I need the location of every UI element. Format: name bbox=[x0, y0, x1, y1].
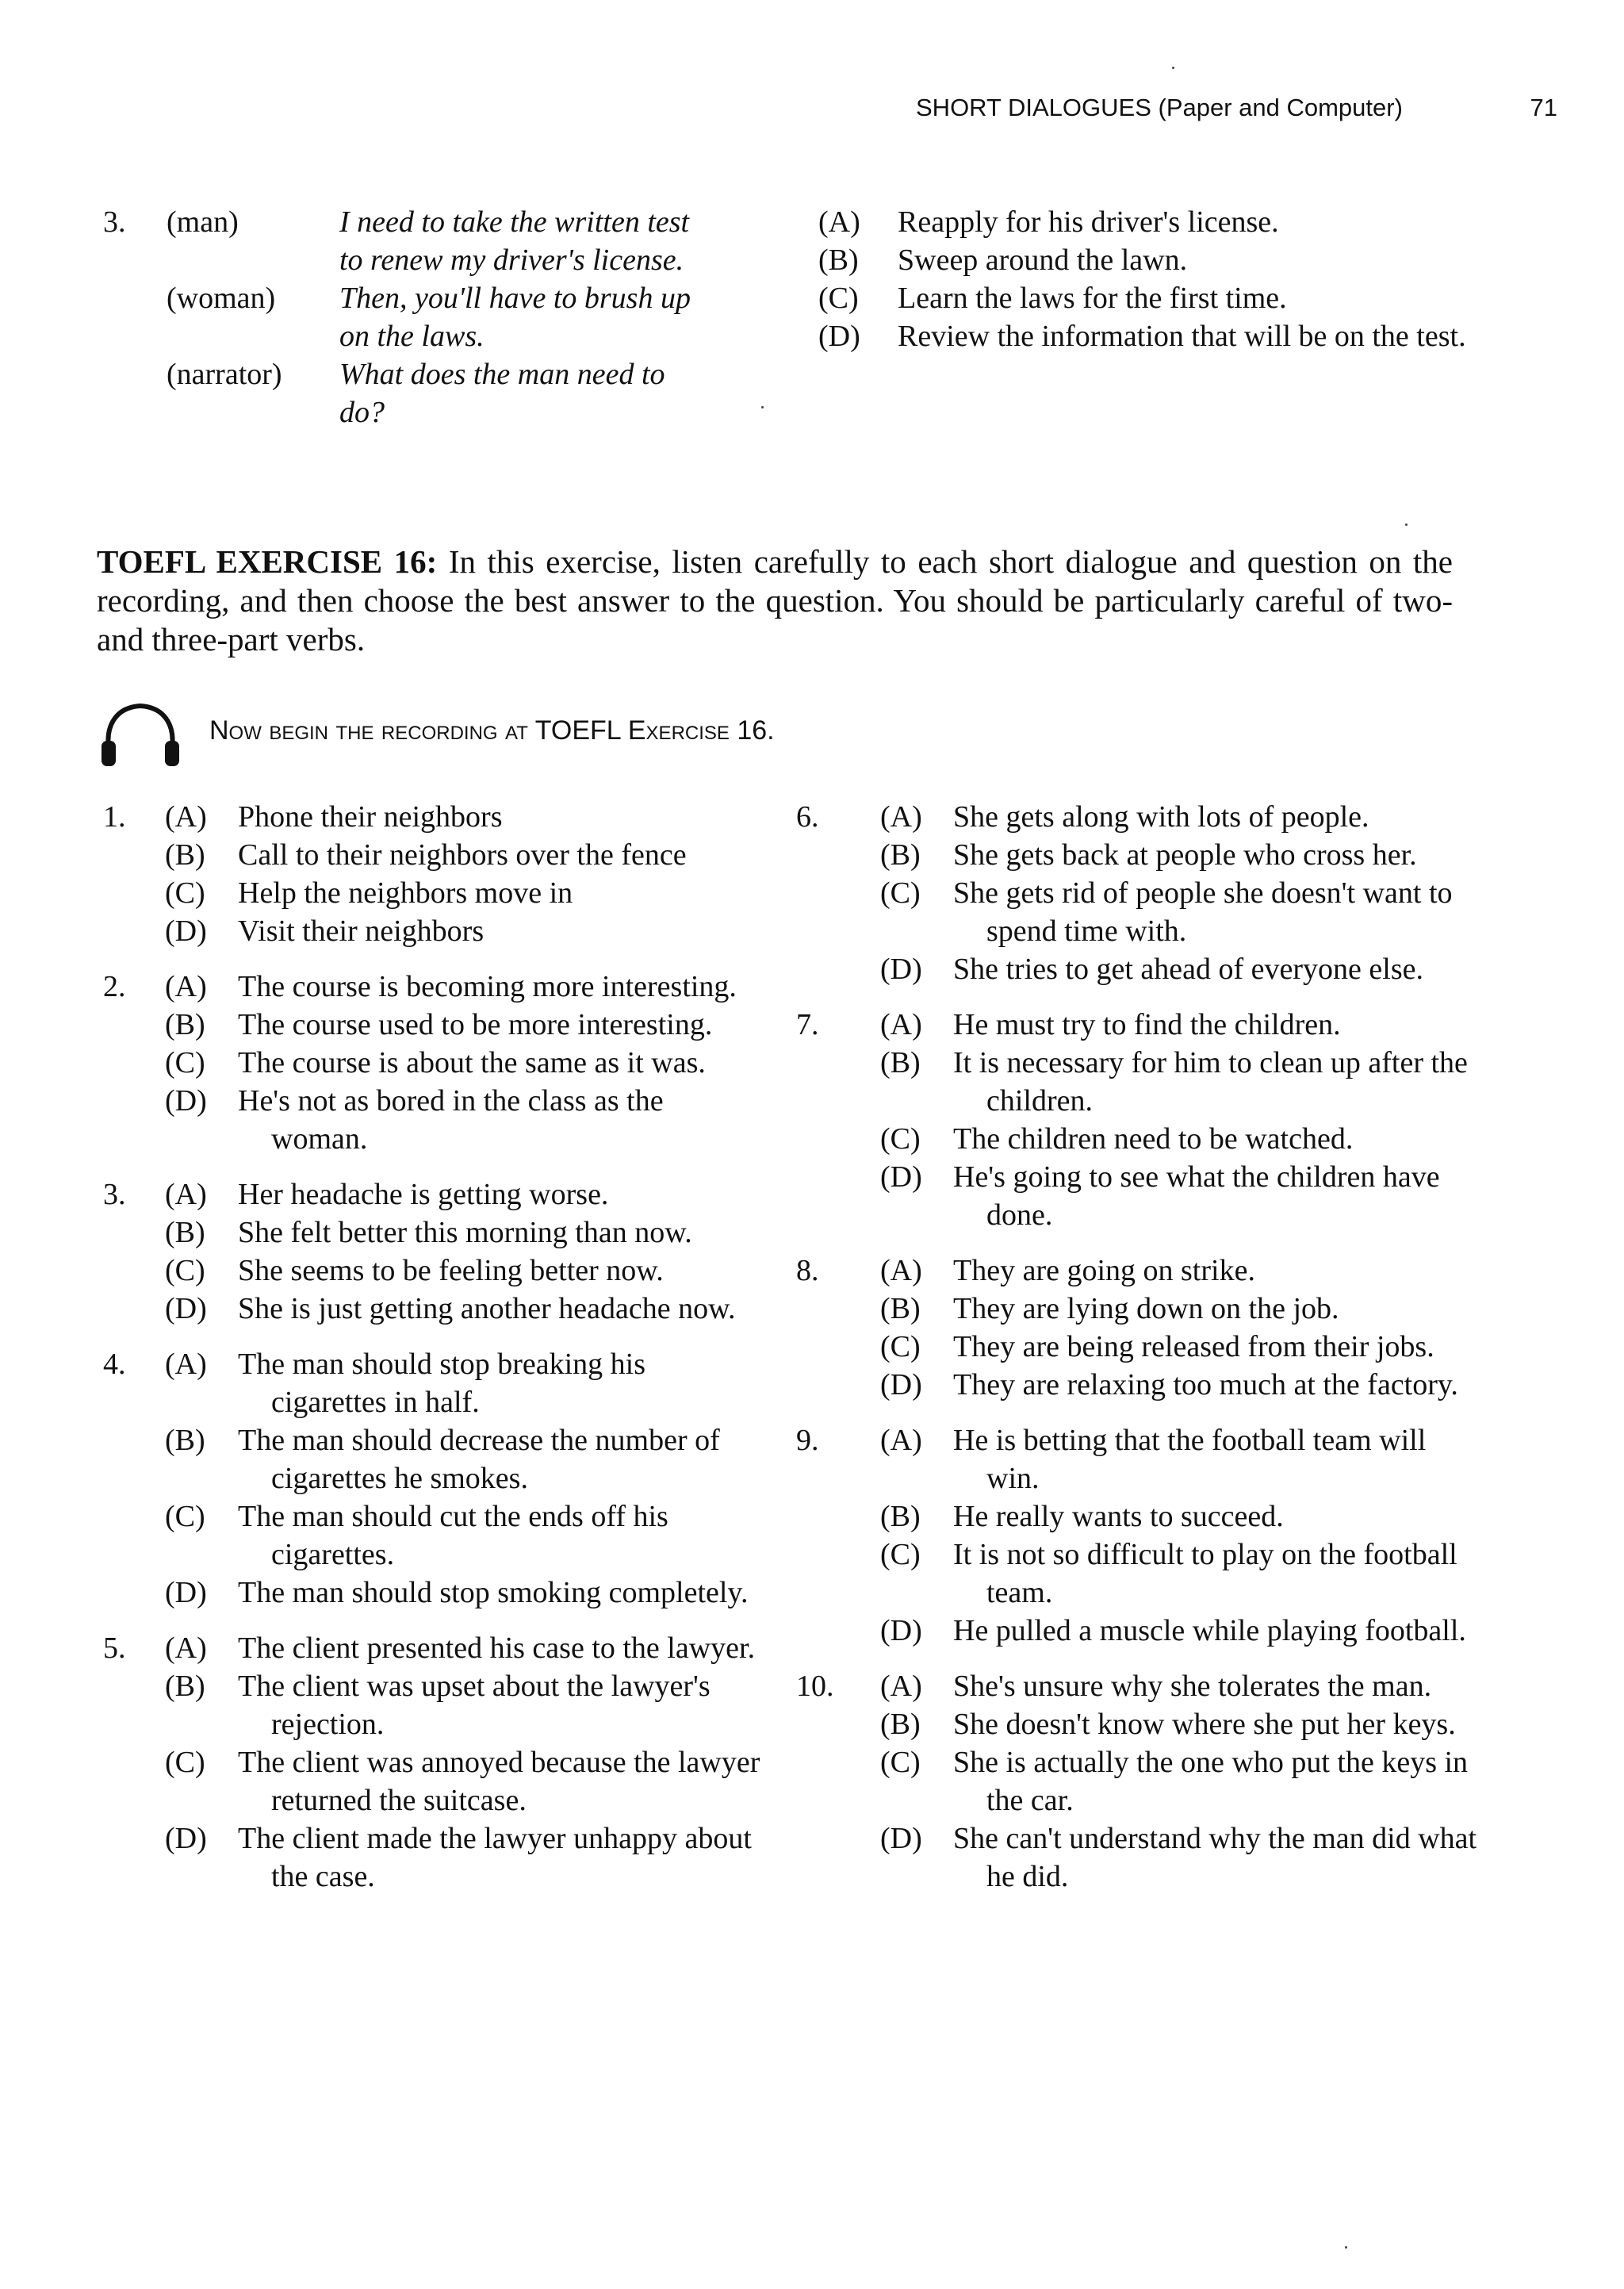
option-text: He is betting that the football team will win. bbox=[953, 1424, 1427, 1495]
scan-speck bbox=[1172, 67, 1174, 69]
answer-option bbox=[103, 912, 761, 950]
option-letter: (D) bbox=[165, 1292, 207, 1325]
question-number: 6. bbox=[796, 800, 819, 834]
answer-option bbox=[103, 1290, 761, 1328]
option-letter: (B) bbox=[165, 1424, 205, 1457]
answer-letter: (A) bbox=[818, 205, 860, 239]
question-number: 8. bbox=[796, 1254, 819, 1287]
answer-option bbox=[103, 1044, 761, 1082]
answer-option bbox=[793, 1252, 1507, 1290]
option-text: Help the neighbors move in bbox=[238, 876, 573, 910]
question-number: 4. bbox=[103, 1348, 126, 1381]
option-letter: (C) bbox=[165, 876, 205, 910]
option-text: It is necessary for him to clean up after the children. bbox=[953, 1046, 1468, 1118]
option-letter: (A) bbox=[165, 1348, 207, 1381]
example-answers bbox=[818, 203, 1500, 355]
question-2 bbox=[103, 968, 761, 1158]
answer-option bbox=[103, 874, 761, 912]
option-letter: (C) bbox=[165, 1254, 205, 1287]
answer-text: Learn the laws for the first time. bbox=[898, 282, 1287, 315]
answer-option bbox=[793, 798, 1507, 836]
option-text: It is not so difficult to play on the football team. bbox=[953, 1538, 1457, 1609]
scan-speck bbox=[761, 406, 764, 408]
dialogue-speaker: (narrator) bbox=[167, 358, 282, 391]
answer-option bbox=[793, 1819, 1507, 1896]
option-letter: (B) bbox=[165, 838, 205, 872]
answer-option bbox=[103, 1819, 761, 1896]
option-letter: (D) bbox=[880, 1822, 922, 1855]
answer-option bbox=[793, 1743, 1507, 1819]
scan-speck bbox=[1345, 2246, 1347, 2249]
option-letter: (D) bbox=[880, 1160, 922, 1194]
dialogue-speaker: (man) bbox=[167, 205, 239, 239]
option-letter: (B) bbox=[880, 1708, 921, 1741]
dialogue-line bbox=[103, 355, 737, 431]
option-letter: (B) bbox=[880, 1292, 921, 1325]
question-5 bbox=[103, 1629, 761, 1896]
option-letter: (D) bbox=[165, 1576, 207, 1609]
exercise-title: TOEFL EXERCISE 16: bbox=[97, 543, 438, 580]
option-text: She felt better this morning than now. bbox=[238, 1216, 692, 1249]
answer-option bbox=[793, 836, 1507, 874]
answer-option bbox=[793, 1158, 1507, 1234]
answer-option bbox=[103, 836, 761, 874]
option-text: The client was annoyed because the lawyer returned the suitcase. bbox=[238, 1746, 760, 1817]
option-text: He's going to see what the children have done. bbox=[953, 1160, 1440, 1232]
question-number: 1. bbox=[103, 800, 126, 834]
question-number: 5. bbox=[103, 1631, 126, 1665]
answer-option bbox=[793, 1290, 1507, 1328]
dialogue-text: I need to take the written test to renew my driver's license. bbox=[339, 205, 690, 277]
option-letter: (D) bbox=[165, 914, 207, 948]
answer-option bbox=[103, 1252, 761, 1290]
option-text: The children need to be watched. bbox=[953, 1122, 1354, 1156]
example-dialogue bbox=[103, 203, 737, 431]
option-text: The man should decrease the number of cigarettes he smokes. bbox=[238, 1424, 720, 1495]
option-text: She can't understand why the man did what he did. bbox=[953, 1822, 1477, 1893]
option-text: He must try to find the children. bbox=[953, 1008, 1341, 1041]
answer-letter: (B) bbox=[818, 243, 859, 277]
answer-option bbox=[103, 1175, 761, 1214]
option-letter: (B) bbox=[165, 1008, 205, 1041]
questions-left-column bbox=[103, 798, 761, 1913]
question-3 bbox=[103, 1175, 761, 1328]
option-letter: (A) bbox=[880, 800, 922, 834]
option-text: The course is about the same as it was. bbox=[238, 1046, 706, 1079]
answer-text: Review the information that will be on the test. bbox=[898, 320, 1466, 353]
answer-option bbox=[818, 317, 1500, 355]
option-text: The client made the lawyer unhappy about the case. bbox=[238, 1822, 752, 1893]
option-text: The course used to be more interesting. bbox=[238, 1008, 713, 1041]
answer-option bbox=[793, 1044, 1507, 1120]
option-text: They are lying down on the job. bbox=[953, 1292, 1339, 1325]
answer-option bbox=[818, 203, 1500, 241]
questions-right-column bbox=[793, 798, 1507, 1913]
option-text: He's not as bored in the class as the woman. bbox=[238, 1084, 664, 1156]
option-letter: (C) bbox=[880, 1538, 921, 1571]
option-letter: (C) bbox=[880, 1746, 921, 1779]
question-number: 7. bbox=[796, 1008, 819, 1041]
dialogue-line bbox=[103, 279, 737, 355]
option-letter: (B) bbox=[880, 838, 921, 872]
answer-letter: (C) bbox=[818, 282, 859, 315]
option-letter: (B) bbox=[880, 1046, 921, 1079]
answer-option bbox=[103, 1345, 761, 1421]
option-text: Call to their neighbors over the fence bbox=[238, 838, 687, 872]
option-letter: (A) bbox=[165, 800, 207, 834]
answer-option bbox=[793, 1612, 1507, 1650]
answer-option bbox=[793, 1536, 1507, 1612]
option-text: He pulled a muscle while playing football. bbox=[953, 1614, 1466, 1647]
option-letter: (D) bbox=[165, 1822, 207, 1855]
option-text: Visit their neighbors bbox=[238, 914, 485, 948]
question-number: 3. bbox=[103, 1178, 126, 1211]
dialogue-number: 3. bbox=[103, 205, 126, 239]
option-letter: (C) bbox=[165, 1500, 205, 1533]
option-text: They are relaxing too much at the factory. bbox=[953, 1368, 1458, 1401]
exercise-text: In this exercise, listen carefully to each short dialogue and question on the recording, and then choose the best answer to the question. You should be particularly careful of two- and three-part verbs. bbox=[97, 543, 1453, 658]
answer-option bbox=[793, 950, 1507, 988]
answer-option bbox=[103, 1574, 761, 1612]
option-text: She gets back at people who cross her. bbox=[953, 838, 1417, 872]
option-text: She's unsure why she tolerates the man. bbox=[953, 1670, 1432, 1703]
option-letter: (D) bbox=[880, 1614, 922, 1647]
question-1 bbox=[103, 798, 761, 950]
answer-option bbox=[103, 1743, 761, 1819]
option-letter: (A) bbox=[880, 1424, 922, 1457]
option-letter: (D) bbox=[880, 953, 922, 986]
answer-option bbox=[793, 1328, 1507, 1366]
option-letter: (A) bbox=[165, 1178, 207, 1211]
page-number: 71 bbox=[1530, 94, 1557, 121]
option-letter: (C) bbox=[165, 1046, 205, 1079]
answer-option bbox=[793, 1497, 1507, 1536]
question-7 bbox=[793, 1006, 1507, 1234]
option-letter: (A) bbox=[880, 1008, 922, 1041]
option-letter: (B) bbox=[165, 1670, 205, 1703]
option-text: She is actually the one who put the keys in the car. bbox=[953, 1746, 1469, 1817]
answer-option bbox=[103, 1214, 761, 1252]
headphones-icon bbox=[97, 696, 184, 768]
option-text: Her headache is getting worse. bbox=[238, 1178, 609, 1211]
answer-letter: (D) bbox=[818, 320, 860, 353]
option-letter: (A) bbox=[165, 1631, 207, 1665]
option-text: She seems to be feeling better now. bbox=[238, 1254, 664, 1287]
option-text: She gets along with lots of people. bbox=[953, 800, 1369, 834]
option-text: The client presented his case to the lawyer. bbox=[238, 1631, 756, 1665]
answer-option bbox=[103, 968, 761, 1006]
question-number: 2. bbox=[103, 970, 126, 1003]
answer-option bbox=[793, 1120, 1507, 1158]
answer-text: Sweep around the lawn. bbox=[898, 243, 1188, 277]
option-letter: (A) bbox=[880, 1254, 922, 1287]
option-letter: (A) bbox=[165, 970, 207, 1003]
option-text: He really wants to succeed. bbox=[953, 1500, 1284, 1533]
answer-text: Reapply for his driver's license. bbox=[898, 205, 1279, 239]
option-letter: (B) bbox=[165, 1216, 205, 1249]
option-letter: (A) bbox=[880, 1670, 922, 1703]
option-letter: (C) bbox=[880, 876, 921, 910]
option-text: The client was upset about the lawyer's rejection. bbox=[238, 1670, 710, 1741]
option-letter: (B) bbox=[880, 1500, 921, 1533]
answer-option bbox=[103, 1667, 761, 1743]
answer-option bbox=[103, 1006, 761, 1044]
question-number: 9. bbox=[796, 1424, 819, 1457]
answer-option bbox=[793, 1366, 1507, 1404]
recording-instruction: Now begin the recording at TOEFL Exercise 16. bbox=[209, 715, 775, 746]
option-text: She is just getting another headache now. bbox=[238, 1292, 736, 1325]
question-10 bbox=[793, 1667, 1507, 1896]
option-letter: (C) bbox=[880, 1330, 921, 1363]
option-text: They are going on strike. bbox=[953, 1254, 1255, 1287]
exercise-instructions bbox=[97, 543, 1453, 659]
page-header bbox=[872, 89, 1562, 128]
answer-option bbox=[793, 1421, 1507, 1497]
option-letter: (C) bbox=[880, 1122, 921, 1156]
answer-option bbox=[793, 1667, 1507, 1705]
option-text: The man should cut the ends off his cigarettes. bbox=[238, 1500, 668, 1571]
recording-cue bbox=[97, 696, 969, 768]
answer-option bbox=[793, 1705, 1507, 1743]
question-4 bbox=[103, 1345, 761, 1612]
question-9 bbox=[793, 1421, 1507, 1650]
answer-option bbox=[793, 1006, 1507, 1044]
option-text: She gets rid of people she doesn't want to spend time with. bbox=[953, 876, 1453, 948]
answer-option bbox=[818, 279, 1500, 317]
option-text: Phone their neighbors bbox=[238, 800, 503, 834]
question-8 bbox=[793, 1252, 1507, 1404]
answer-option bbox=[103, 1497, 761, 1574]
question-number: 10. bbox=[796, 1670, 834, 1703]
dialogue-text: What does the man need to do? bbox=[339, 358, 665, 429]
answer-option bbox=[818, 241, 1500, 279]
option-text: She doesn't know where she put her keys. bbox=[953, 1708, 1456, 1741]
option-text: They are being released from their jobs. bbox=[953, 1330, 1434, 1363]
answer-option bbox=[103, 1421, 761, 1497]
dialogue-text: Then, you'll have to brush up on the laws. bbox=[339, 282, 691, 353]
option-letter: (D) bbox=[165, 1084, 207, 1118]
answer-option bbox=[103, 1629, 761, 1667]
dialogue-speaker: (woman) bbox=[167, 282, 276, 315]
option-text: The course is becoming more interesting. bbox=[238, 970, 737, 1003]
question-6 bbox=[793, 798, 1507, 988]
dialogue-line bbox=[103, 203, 737, 279]
option-text: She tries to get ahead of everyone else. bbox=[953, 953, 1423, 986]
answer-option bbox=[103, 1082, 761, 1158]
running-title: SHORT DIALOGUES (Paper and Computer) bbox=[916, 94, 1403, 121]
scan-speck bbox=[1405, 523, 1408, 526]
option-letter: (C) bbox=[165, 1746, 205, 1779]
option-letter: (D) bbox=[880, 1368, 922, 1401]
answer-option bbox=[793, 874, 1507, 950]
option-text: The man should stop breaking his cigarettes in half. bbox=[238, 1348, 645, 1419]
option-text: The man should stop smoking completely. bbox=[238, 1576, 749, 1609]
answer-option bbox=[103, 798, 761, 836]
